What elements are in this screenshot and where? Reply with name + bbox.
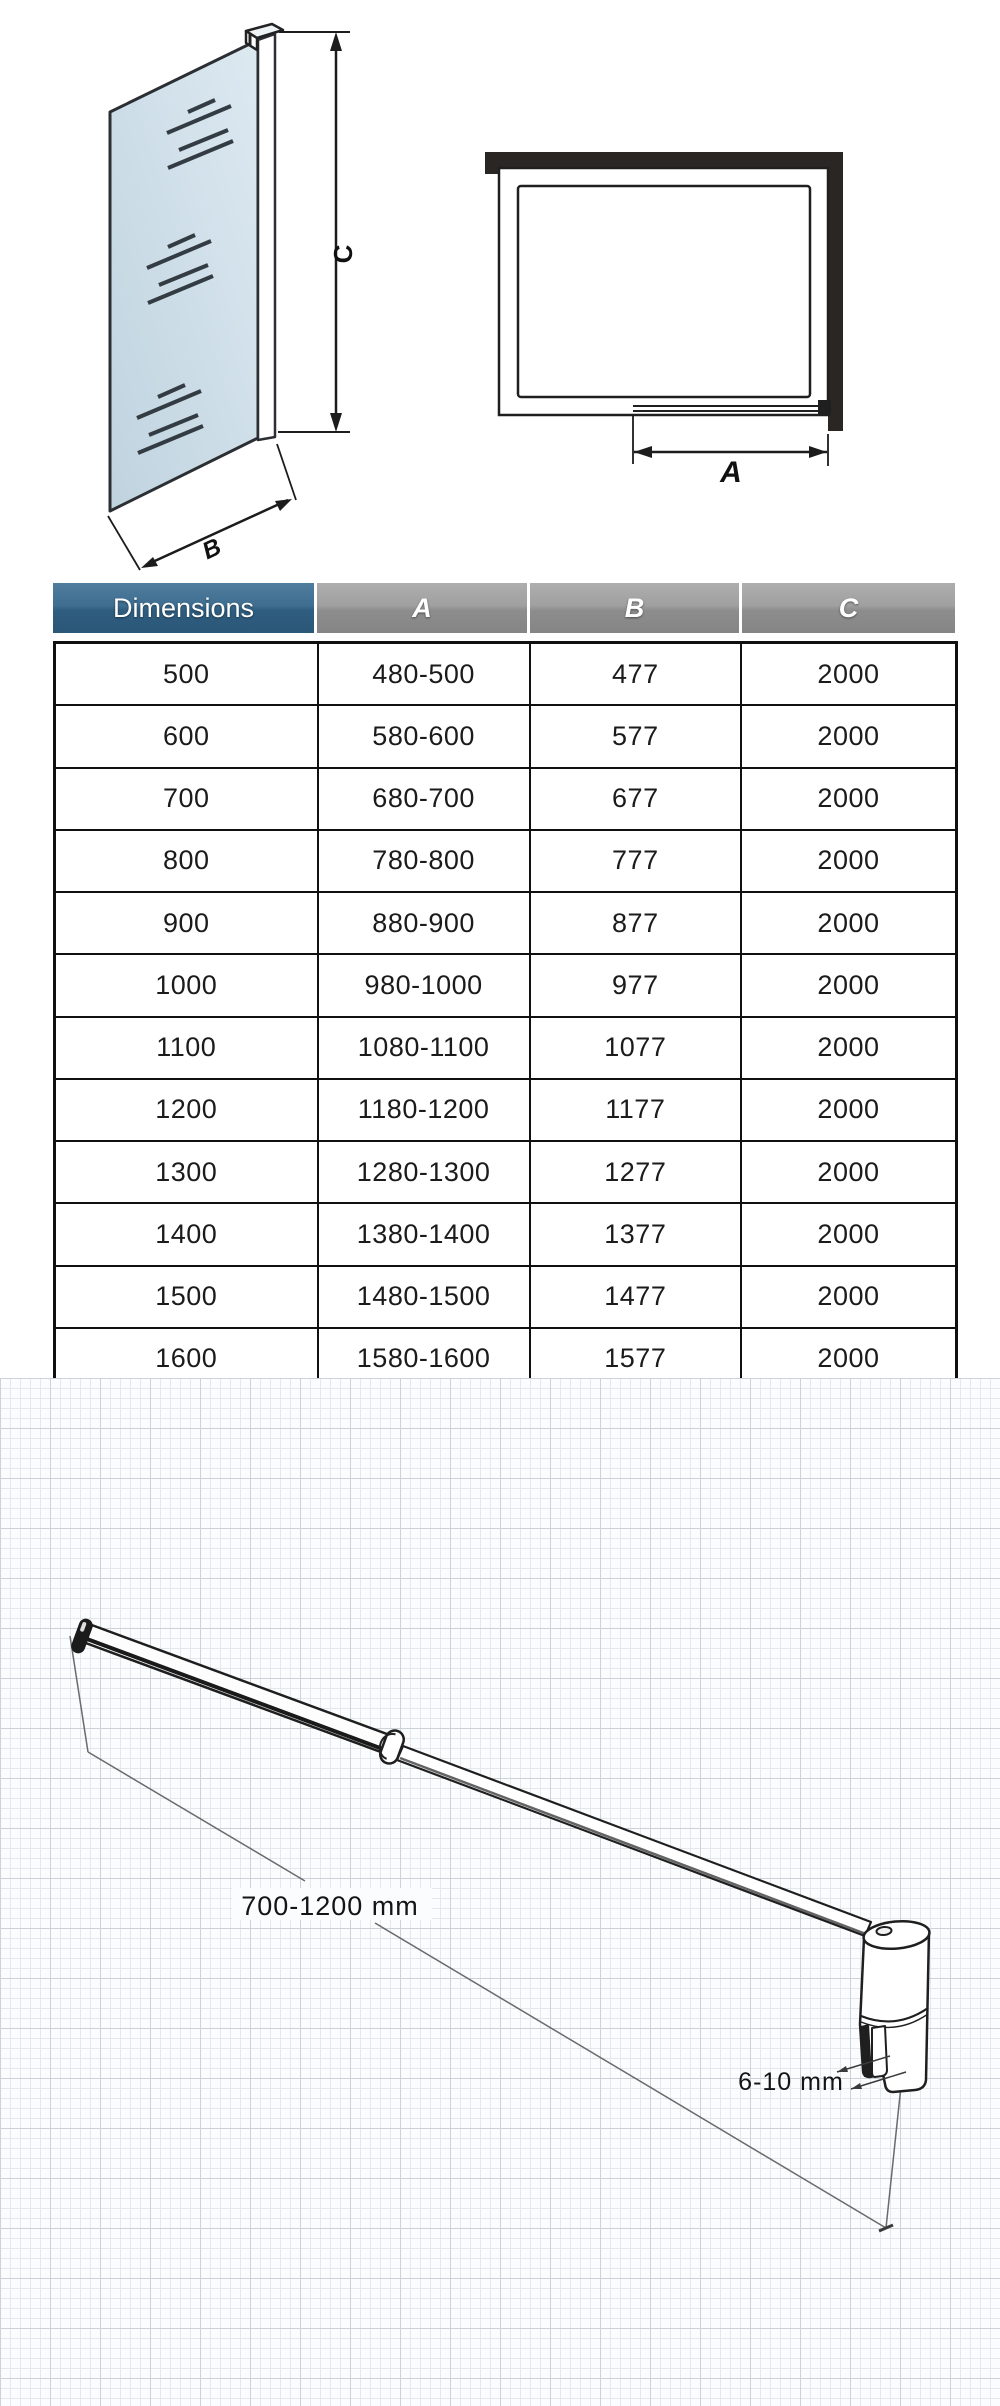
cell-size: 700	[162, 783, 210, 814]
table-row	[56, 953, 955, 1015]
cell-c: 2000	[740, 955, 955, 1015]
header-b: B	[530, 583, 739, 633]
cell-size: 900	[162, 907, 210, 938]
cell-b: 1277	[529, 1142, 740, 1202]
shower-tray	[518, 186, 810, 397]
dimension-c-label: C	[328, 244, 358, 264]
cell-c: 2000	[740, 1142, 955, 1202]
cell-a: 880-900	[317, 893, 529, 953]
wall-profile-strip	[258, 34, 275, 440]
cell-c: 2000	[740, 769, 955, 829]
dimension-a-label: A	[720, 456, 742, 489]
cell-a: 1480-1500	[317, 1267, 529, 1327]
cell-b: 477	[529, 644, 740, 704]
wall-right	[828, 152, 843, 431]
cell-size: 1500	[155, 1281, 218, 1312]
table-row	[56, 644, 955, 704]
cell-a: 680-700	[317, 769, 529, 829]
wall-top-lip	[485, 168, 499, 174]
table-row	[56, 829, 955, 891]
cell-size: 1000	[155, 969, 218, 1000]
cell-c: 2000	[740, 1018, 955, 1078]
cell-c: 2000	[740, 1267, 955, 1327]
glass-panel-diagram	[108, 24, 358, 570]
cell-b: 1377	[529, 1204, 740, 1264]
wall-top	[485, 152, 843, 168]
cell-size: 500	[162, 658, 210, 689]
header-c: C	[742, 583, 955, 633]
cell-a: 1380-1400	[317, 1204, 529, 1264]
cell-a: 1580-1600	[317, 1329, 529, 1389]
dimensions-table	[53, 583, 958, 1392]
table-header	[53, 583, 958, 633]
cell-size: 800	[162, 845, 210, 876]
inner-tube	[397, 1746, 871, 1936]
clamp-slot-gap	[872, 2026, 887, 2077]
cell-b: 877	[529, 893, 740, 953]
cell-a: 1080-1100	[317, 1018, 529, 1078]
cell-b: 677	[529, 769, 740, 829]
cell-c: 2000	[740, 831, 955, 891]
cell-a: 1280-1300	[317, 1142, 529, 1202]
dimension-b-label: B	[198, 533, 226, 566]
technical-diagrams	[0, 0, 1000, 578]
dimension-c	[278, 32, 350, 432]
table-row	[56, 1202, 955, 1264]
cell-size: 1100	[156, 1032, 217, 1063]
cell-a: 780-800	[317, 831, 529, 891]
cell-a: 1180-1200	[317, 1080, 529, 1140]
cell-c: 2000	[740, 644, 955, 704]
table-row	[56, 767, 955, 829]
cell-size: 1200	[155, 1094, 218, 1125]
cell-a: 580-600	[317, 706, 529, 766]
graph-paper	[0, 1378, 1000, 2406]
cell-a: 980-1000	[317, 955, 529, 1015]
dimension-lines	[70, 1636, 901, 2231]
table-row	[56, 891, 955, 953]
clamp-screw-hole	[876, 1926, 892, 1935]
cell-b: 1477	[529, 1267, 740, 1327]
cell-b: 977	[529, 955, 740, 1015]
cell-c: 2000	[740, 1080, 955, 1140]
table-row	[56, 1016, 955, 1078]
cell-b: 1077	[529, 1018, 740, 1078]
top-view-diagram	[485, 152, 843, 489]
table-row	[56, 704, 955, 766]
cell-size: 600	[162, 720, 210, 751]
support-bar-diagram	[0, 1378, 1000, 2406]
glass-thickness-label: 6-10 mm	[738, 2068, 844, 2096]
cell-c: 2000	[740, 893, 955, 953]
cell-b: 1577	[529, 1329, 740, 1389]
bar-length-label: 700-1200 mm	[241, 1891, 419, 1921]
table-row	[56, 1140, 955, 1202]
cell-c: 2000	[740, 1204, 955, 1264]
cell-b: 577	[529, 706, 740, 766]
glass-top-view	[633, 400, 831, 415]
cell-b: 1177	[529, 1080, 740, 1140]
cell-a: 480-500	[317, 644, 529, 704]
table-row	[56, 1265, 955, 1327]
cell-size: 1400	[155, 1218, 218, 1249]
cell-c: 2000	[740, 1329, 955, 1389]
cell-size: 1600	[155, 1343, 218, 1374]
table-row	[56, 1078, 955, 1140]
header-a: A	[317, 583, 527, 633]
cell-size: 1300	[155, 1156, 218, 1187]
glass-clamp	[860, 1919, 931, 2092]
cell-b: 777	[529, 831, 740, 891]
header-dimensions: Dimensions	[53, 583, 314, 633]
table-body	[53, 641, 958, 1392]
outer-tube	[83, 1624, 395, 1755]
cell-c: 2000	[740, 706, 955, 766]
